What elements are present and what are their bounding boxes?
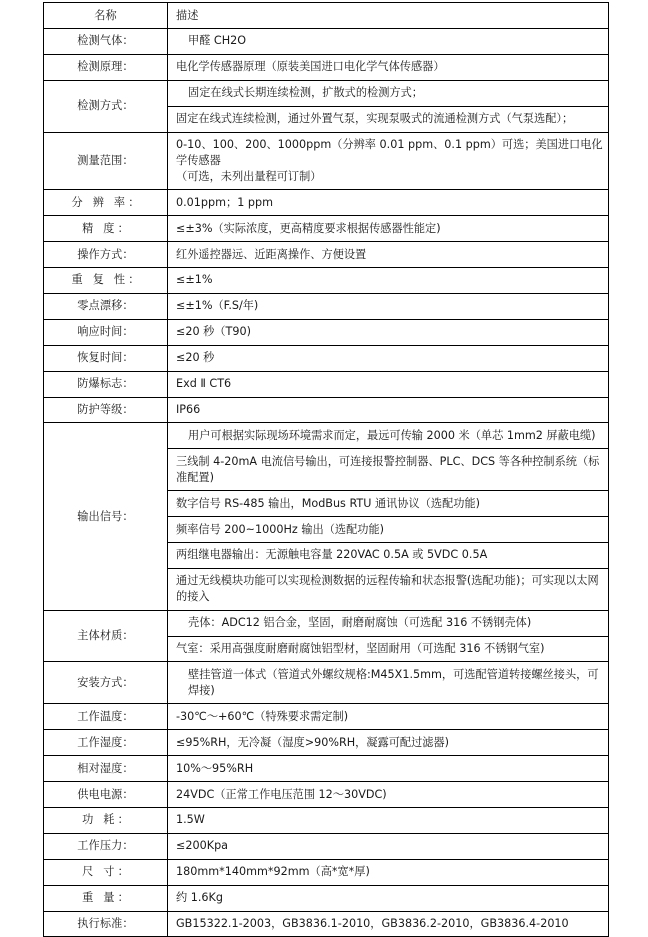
row-value: 用户可根据实际现场环境需求而定，最远可传输 2000 米（单芯 1mm2 屏蔽电缆): [188, 428, 596, 442]
row-value-cell: [168, 216, 609, 242]
row-value: 气室：采用高强度耐磨耐腐蚀铝型材，坚固耐用（可选配 316 不锈钢气室): [176, 642, 545, 656]
row-label: 分 辨 率：: [71, 195, 143, 209]
row-label-cell: [44, 3, 168, 29]
table-row: [44, 216, 609, 242]
row-label-cell: [44, 833, 168, 859]
table-row: [44, 242, 609, 268]
table-row: [44, 371, 609, 397]
row-value: ≤±1%（F.S/年): [176, 299, 259, 313]
row-value-cell: [168, 371, 609, 397]
row-label: 执行标准：: [77, 917, 134, 931]
row-value-cell: [168, 267, 609, 293]
row-value: 频率信号 200~1000Hz 输出（选配功能): [176, 522, 385, 536]
row-value-cell: [168, 293, 609, 319]
row-label-cell: [44, 756, 168, 782]
row-value: 10%～95%RH: [176, 761, 254, 775]
row-value-cell: [168, 106, 609, 132]
table-row: [44, 610, 609, 636]
row-label-cell: [44, 242, 168, 268]
row-value: ≤±1%: [176, 273, 213, 287]
row-value-cell: [168, 345, 609, 371]
row-label: 检测方式：: [77, 99, 134, 113]
row-value: 壳体：ADC12 铝合金，坚固，耐磨耐腐蚀（可选配 316 不锈钢壳体): [188, 616, 532, 630]
row-value-cell: [168, 807, 609, 833]
row-value: 描述: [176, 8, 199, 22]
row-value: 180mm*140mm*92mm（高*宽*厚): [176, 865, 370, 879]
row-label: 重 复 性：: [71, 273, 143, 287]
row-value: -30℃～+60℃（特殊要求需定制): [176, 709, 349, 723]
row-label-cell: [44, 371, 168, 397]
row-value-cell: [168, 491, 609, 517]
row-label: 防爆标志：: [77, 377, 134, 391]
table-row: [44, 833, 609, 859]
row-value: IP66: [176, 403, 201, 416]
row-value-cell: [168, 636, 609, 662]
row-value-cell: [168, 319, 609, 345]
row-label: 工作湿度：: [77, 735, 134, 749]
table-body: [44, 3, 609, 937]
table-row: [44, 397, 609, 423]
row-label-cell: [44, 132, 168, 190]
table-row: [44, 319, 609, 345]
row-value: ≤20 秒（T90): [176, 325, 251, 339]
row-label: 检测气体：: [77, 34, 134, 48]
row-label-cell: [44, 423, 168, 610]
row-value-cell: [168, 542, 609, 568]
table-row: [44, 911, 609, 937]
row-label: 名称: [94, 8, 117, 22]
row-label: 工作压力：: [77, 839, 134, 853]
row-label-cell: [44, 216, 168, 242]
row-value-cell: [168, 859, 609, 885]
row-value: 24VDC（正常工作电压范围 12～30VDC): [176, 787, 387, 801]
row-label: 零点漂移：: [77, 299, 134, 313]
table-row: [44, 267, 609, 293]
row-value-cell: [168, 610, 609, 636]
row-value: 两组继电器输出：无源触电容量 220VAC 0.5A 或 5VDC 0.5A: [176, 548, 488, 562]
specification-table: [43, 2, 609, 937]
row-label-cell: [44, 190, 168, 216]
row-value-cell: [168, 28, 609, 54]
table-row: [44, 704, 609, 730]
row-label-cell: [44, 885, 168, 911]
row-label: 相对湿度：: [77, 761, 134, 775]
row-value-cell: [168, 423, 609, 449]
row-label-cell: [44, 28, 168, 54]
table-row: [44, 859, 609, 885]
row-value: ≤20 秒: [176, 351, 215, 365]
row-label: 重 量：: [82, 891, 133, 905]
row-value-cell: [168, 782, 609, 808]
row-label: 检测原理：: [77, 60, 134, 74]
row-value: 0.01ppm；1 ppm: [176, 195, 273, 209]
table-row: [44, 132, 609, 190]
row-value: 约 1.6Kg: [176, 891, 223, 905]
row-value: 三线制 4-20mA 电流信号输出，可连接报警控制器、PLC、DCS 等各种控制系统（标准配置): [176, 454, 600, 484]
row-value-cell: [168, 132, 609, 190]
table-row: [44, 190, 609, 216]
row-label-cell: [44, 662, 168, 704]
row-label: 操作方式：: [77, 247, 134, 261]
row-value-cell: [168, 662, 609, 704]
row-value: ≤95%RH，无冷凝（湿度>90%RH，凝露可配过滤器): [176, 735, 450, 749]
row-label: 尺 寸：: [82, 865, 133, 879]
row-value-cell: [168, 833, 609, 859]
row-value: 通过无线模块功能可以实现检测数据的远程传输和状态报警(选配功能)；可实现以太网的接入: [176, 574, 599, 604]
row-value-cell: [168, 54, 609, 80]
row-value: 固定在线式连续检测，通过外置气泵，实现泵吸式的流通检测方式（气泵选配）；: [176, 112, 574, 126]
row-label: 精 度：: [82, 221, 133, 235]
row-value: 甲醛 CH2O: [188, 34, 247, 48]
row-value-cell: [168, 190, 609, 216]
row-label-cell: [44, 397, 168, 423]
row-label: 测量范围：: [77, 153, 134, 167]
row-value: 0-10、100、200、1000ppm（分辨率 0.01 ppm、0.1 ppm）可选；美国进口电化学传感器 （可选，未列出量程可订制）: [176, 138, 603, 183]
row-label-cell: [44, 54, 168, 80]
row-label-cell: [44, 345, 168, 371]
row-value-cell: [168, 730, 609, 756]
row-label-cell: [44, 80, 168, 132]
row-label: 安装方式：: [77, 675, 134, 689]
row-value: ≤±3%（实际浓度，更高精度要求根据传感器性能定): [176, 221, 441, 235]
row-value-cell: [168, 885, 609, 911]
row-label-cell: [44, 267, 168, 293]
row-value: Exd Ⅱ CT6: [176, 377, 232, 391]
row-label: 功 耗：: [82, 813, 133, 827]
row-value-cell: [168, 397, 609, 423]
row-label: 主体材质：: [77, 629, 134, 643]
table-row: [44, 80, 609, 106]
table-row: [44, 423, 609, 449]
table-row: [44, 807, 609, 833]
row-value-cell: [168, 242, 609, 268]
row-value-cell: [168, 517, 609, 543]
row-value-cell: [168, 911, 609, 937]
table-row: [44, 293, 609, 319]
row-label: 防护等级：: [77, 403, 134, 416]
table-row: [44, 28, 609, 54]
table-row: [44, 756, 609, 782]
header-value-cell: [168, 3, 609, 29]
row-value: 数字信号 RS-485 输出，ModBus RTU 通讯协议（选配功能): [176, 496, 481, 510]
row-value-cell: [168, 80, 609, 106]
row-value-cell: [168, 449, 609, 491]
row-value-cell: [168, 756, 609, 782]
row-label: 恢复时间：: [77, 351, 134, 365]
table-header-row: [44, 3, 609, 29]
row-value: GB15322.1-2003，GB3836.1-2010，GB3836.2-2010，GB3836.4-2010: [176, 917, 569, 931]
row-label-cell: [44, 704, 168, 730]
row-label: 响应时间：: [77, 325, 134, 339]
row-label-cell: [44, 610, 168, 662]
row-label-cell: [44, 859, 168, 885]
table-row: [44, 662, 609, 704]
row-label-cell: [44, 319, 168, 345]
table-row: [44, 885, 609, 911]
row-value: 壁挂管道一体式（管道式外螺纹规格:M45X1.5mm，可选配管道转接螺丝接头，可焊接): [188, 667, 599, 697]
row-label-cell: [44, 730, 168, 756]
table-row: [44, 345, 609, 371]
row-label-cell: [44, 782, 168, 808]
row-value: 固定在线式长期连续检测，扩散式的检测方式；: [188, 86, 423, 100]
table-row: [44, 730, 609, 756]
row-value-cell: [168, 568, 609, 610]
row-label: 工作温度：: [77, 709, 134, 723]
row-value-cell: [168, 704, 609, 730]
row-value: 红外遥控器远、近距离操作、方便设置: [176, 247, 367, 261]
row-label: 输出信号：: [77, 509, 134, 523]
table-row: [44, 54, 609, 80]
row-label: 供电电源：: [77, 787, 134, 801]
table-row: [44, 782, 609, 808]
row-label-cell: [44, 293, 168, 319]
row-value: 电化学传感器原理（原装美国进口电化学气体传感器）: [176, 60, 445, 74]
row-label-cell: [44, 807, 168, 833]
row-value: ≤200Kpa: [176, 839, 229, 853]
row-value: 1.5W: [176, 813, 205, 827]
row-label-cell: [44, 911, 168, 937]
